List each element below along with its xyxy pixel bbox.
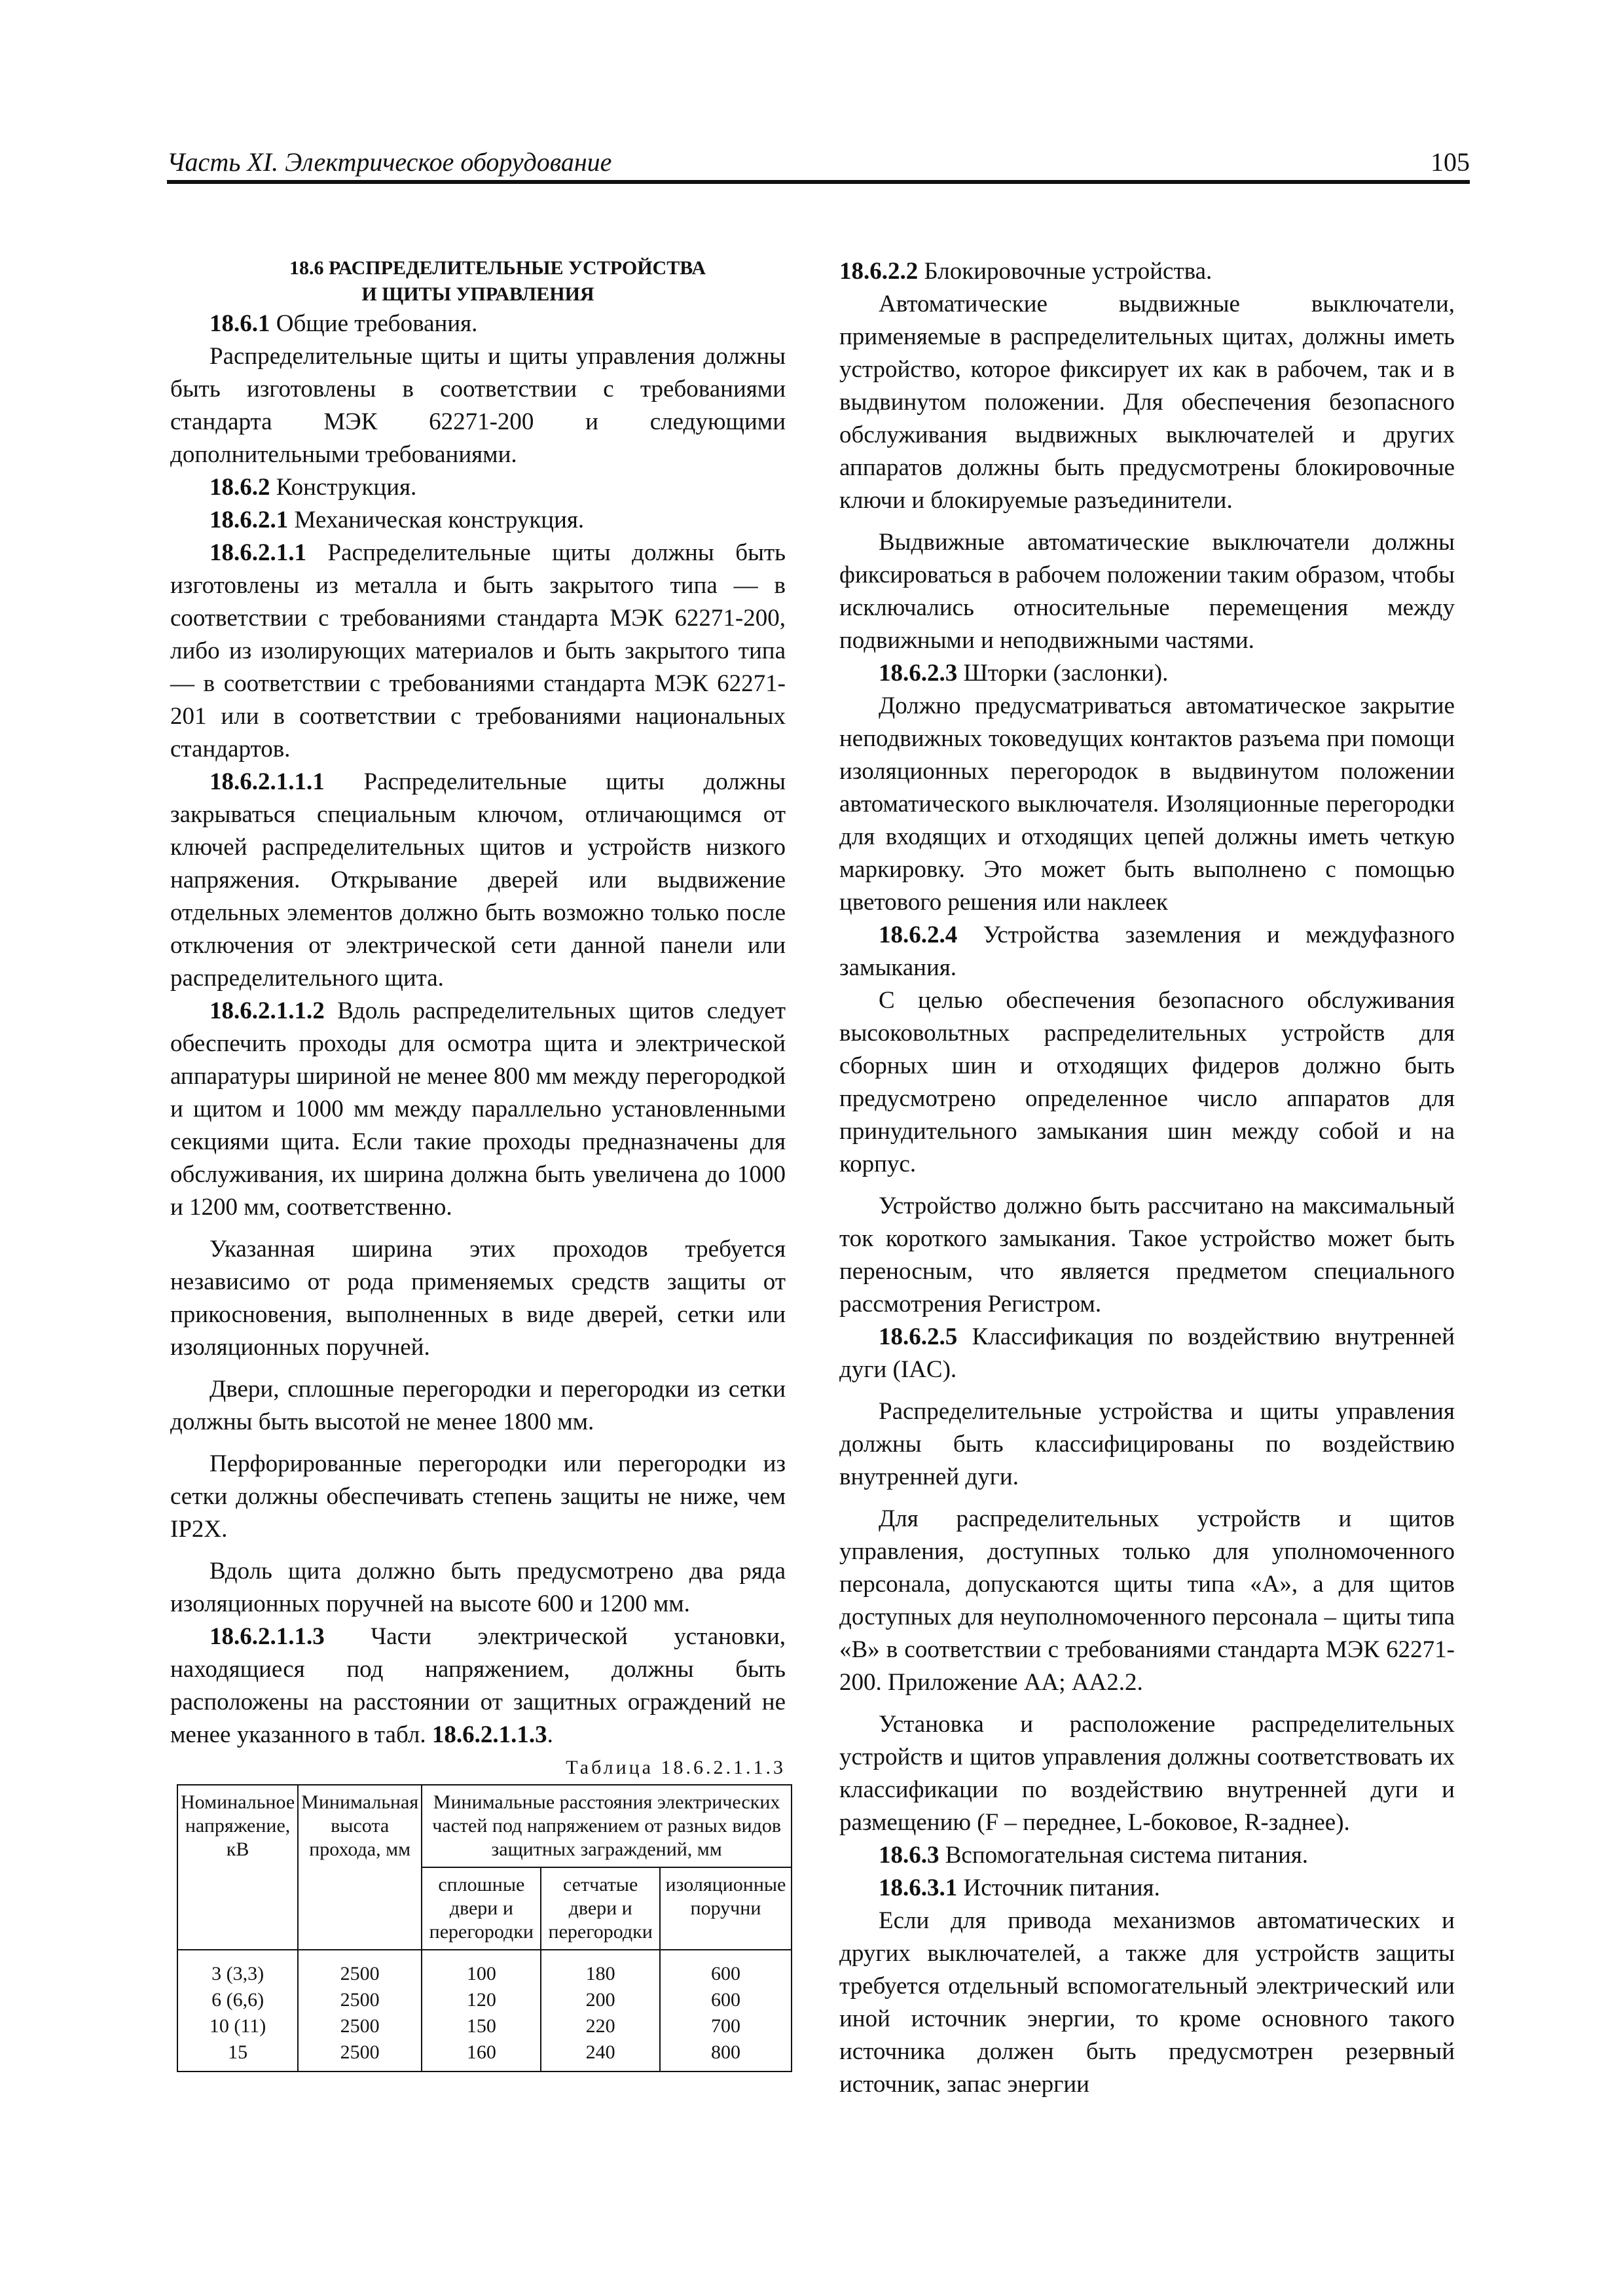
paragraph: Двери, сплошные перегородки и перегородки из сетки должны быть высотой не менее 1800 мм. bbox=[170, 1376, 786, 1435]
paragraph bbox=[839, 919, 1455, 984]
table-header-solid: сплошные двери и перегородки bbox=[422, 1867, 541, 1950]
paragraph bbox=[170, 471, 786, 504]
paragraph bbox=[170, 995, 786, 1224]
clause-number: 18.6.2.3 bbox=[879, 660, 958, 687]
header-title: Часть XI. Электрическое оборудование bbox=[167, 147, 612, 177]
paragraph: Если для привода механизмов автоматических и других выключателей, а также для устройств защиты требуется отдельный вспомогательный электрический или иной источник энергии, то кроме основного такого источника должен быть предусмотрен резервный источник, запас энергии bbox=[839, 1907, 1455, 2098]
paragraph: Автоматические выдвижные выключатели, применяемые в распределительных щитах, должны иметь устройство, которое фиксирует их как в рабочем, так и в выдвинутом положении. Для обеспечения безопасного обслуживания выдвижных выключателей и других аппаратов должны быть предусмотрены блокировочные ключи и блокируемые разъединители. bbox=[839, 291, 1455, 514]
clause-text: Части электрической установки, находящиеся под напряжением, должны быть расположены на расстоянии от защитных ограждений не менее указанного в табл. bbox=[170, 1623, 786, 1748]
paragraph bbox=[170, 537, 786, 766]
paragraph bbox=[170, 504, 786, 537]
paragraph bbox=[170, 308, 786, 340]
paragraph: Установка и расположение распределительных устройств и щитов управления должны соответствовать их классификации по воздействию внутренней дуги и размещению (F – переднее, L-боковое, R-заднее). bbox=[839, 1711, 1455, 1836]
paragraph: Выдвижные автоматические выключатели должны фиксироваться в рабочем положении таким образом, чтобы исключались относительные перемещения между подвижными и неподвижными частями. bbox=[839, 529, 1455, 654]
clause-text: Вдоль распределительных щитов следует обеспечить проходы для осмотра щита и электрической аппаратуры шириной не менее 800 мм между перегородкой и щитом и 1000 мм между параллельно установленными секциями щита. Если такие проходы предназначены для обслуживания, их ширина должна быть увеличена до 1000 и 1200 мм, соответственно. bbox=[170, 997, 786, 1221]
table-col-rails: 600 600 700 800 bbox=[660, 1950, 792, 2072]
table-caption: Таблица 18.6.2.1.1.3 bbox=[566, 1757, 786, 1778]
clause-number: 18.6.1 bbox=[210, 310, 270, 337]
section-title-line1: 18.6 РАСПРЕДЕЛИТЕЛЬНЫЕ УСТРОЙСТВА bbox=[289, 257, 706, 279]
paragraph bbox=[839, 1872, 1455, 1905]
clause-heading: Блокировочные устройства. bbox=[918, 258, 1213, 285]
clause-text: Распределительные щиты должны закрываться специальным ключом, отличающимся от ключей распределительных щитов и устройств низкого напряжения. Открывание дверей или выдвижение отдельных элементов должно быть возможно только после отключения от электрической сети данной панели или распределительного щита. bbox=[170, 768, 786, 992]
paragraph: Перфорированные перегородки или перегородки из сетки должны обеспечивать степень защиты не ниже, чем IP2X. bbox=[170, 1450, 786, 1543]
paragraph: Вдоль щита должно быть предусмотрено два ряда изоляционных поручней на высоте 600 и 1200 мм. bbox=[170, 1558, 786, 1617]
table-col-height: 2500 2500 2500 2500 bbox=[298, 1950, 422, 2072]
clause-heading: Источник питания. bbox=[957, 1874, 1160, 1901]
table-col-voltage: 3 (3,3) 6 (6,6) 10 (11) 15 bbox=[177, 1950, 298, 2072]
table-header-voltage: Номинальное напряжение, кВ bbox=[177, 1785, 298, 1950]
paragraph bbox=[839, 1839, 1455, 1872]
table-header-height: Минимальная высота прохода, мм bbox=[298, 1785, 422, 1950]
paragraph bbox=[839, 1321, 1455, 1386]
table-col-mesh: 180 200 220 240 bbox=[541, 1950, 659, 2072]
right-column bbox=[839, 255, 1455, 2101]
clause-heading: Классификация по воздействию внутренней дуги (IAC). bbox=[839, 1323, 1455, 1383]
paragraph: Устройство должно быть рассчитано на максимальный ток короткого замыкания. Такое устройство может быть переносным, что является предметом специального рассмотрения Регистром. bbox=[839, 1193, 1455, 1318]
paragraph bbox=[839, 255, 1455, 288]
clause-heading: Вспомогательная система питания. bbox=[939, 1842, 1309, 1869]
paragraph bbox=[170, 1621, 786, 1751]
clause-number: 18.6.2.5 bbox=[879, 1323, 958, 1350]
table-header-group: Минимальные расстояния электрических частей под напряжением от разных видов защитных заграждений, мм bbox=[422, 1785, 792, 1867]
clause-number: 18.6.2 bbox=[210, 474, 270, 501]
clause-number: 18.6.3 bbox=[879, 1842, 939, 1869]
page-number: 105 bbox=[1431, 147, 1470, 177]
table-reference: 18.6.2.1.1.3 bbox=[431, 1721, 547, 1748]
paragraph: Распределительные щиты и щиты управления должны быть изготовлены в соответствии с требованиями стандарта МЭК 62271-200 и следующими дополнительными требованиями. bbox=[170, 343, 786, 468]
clause-number: 18.6.2.1 bbox=[210, 507, 289, 533]
paragraph: Должно предусматриваться автоматическое закрытие неподвижных токоведущих контактов разъема при помощи изоляционных перегородок в выдвинутом положении автоматического выключателя. Изоляционные перегородки для входящих и отходящих цепей должны иметь четкую маркировку. Это может быть выполнено с помощью цветового решения или наклеек bbox=[839, 692, 1455, 916]
clause-heading: Конструкция. bbox=[270, 474, 417, 501]
running-header bbox=[167, 141, 1470, 184]
clause-number: 18.6.2.1.1.3 bbox=[210, 1623, 325, 1650]
clause-heading: Общие требования. bbox=[270, 310, 478, 337]
clause-heading: Механическая конструкция. bbox=[288, 507, 585, 533]
section-title bbox=[170, 255, 786, 308]
clause-heading: Шторки (заслонки). bbox=[957, 660, 1169, 687]
clause-text: Распределительные щиты должны быть изготовлены из металла и быть закрытого типа — в соответствии с требованиями стандарта МЭК 62271-200, либо из изолирующих материалов и быть закрытого типа — в соответствии с требованиями стандарта МЭК 62271-201 или в соответствии с требованиями национальных стандартов. bbox=[170, 539, 786, 762]
paragraph: С целью обеспечения безопасного обслуживания высоковольтных распределительных устройств для сборных шин и отходящих фидеров должно быть предусмотрено определенное число аппаратов для принудительного замыкания шин между собой и на корпус. bbox=[839, 987, 1455, 1177]
paragraph: Указанная ширина этих проходов требуется независимо от рода применяемых средств защиты от прикосновения, выполненных в виде дверей, сетки или изоляционных поручней. bbox=[170, 1236, 786, 1361]
section-title-line2: И ЩИТЫ УПРАВЛЕНИЯ bbox=[361, 283, 594, 305]
paragraph bbox=[170, 766, 786, 995]
table-header-rails: изоляционные поручни bbox=[660, 1867, 792, 1950]
clause-number: 18.6.2.1.1.1 bbox=[210, 768, 325, 795]
table-col-solid: 100 120 150 160 bbox=[422, 1950, 541, 2072]
clause-number: 18.6.2.4 bbox=[879, 922, 958, 948]
clause-heading: Устройства заземления и междуфазного замыкания. bbox=[839, 922, 1455, 981]
paragraph: Распределительные устройства и щиты управления должны быть классифицированы по воздействию внутренней дуги. bbox=[839, 1398, 1455, 1490]
distances-table bbox=[177, 1784, 792, 2072]
clause-number: 18.6.3.1 bbox=[879, 1874, 958, 1901]
left-column bbox=[170, 255, 786, 2072]
clause-number: 18.6.2.1.1 bbox=[210, 539, 306, 566]
period: . bbox=[547, 1721, 553, 1748]
paragraph: Для распределительных устройств и щитов управления, доступных только для уполномоченного персонала, допускаются щиты типа «А», а для щитов доступных для неуполномоченного персонала – щиты типа «В» в соответствии с требованиями стандарта МЭК 62271-200. Приложение АА; АА2.2. bbox=[839, 1505, 1455, 1696]
table-header-mesh: сетчатые двери и перегородки bbox=[541, 1867, 659, 1950]
paragraph bbox=[839, 657, 1455, 690]
clause-number: 18.6.2.2 bbox=[839, 258, 919, 285]
clause-number: 18.6.2.1.1.2 bbox=[210, 997, 325, 1024]
